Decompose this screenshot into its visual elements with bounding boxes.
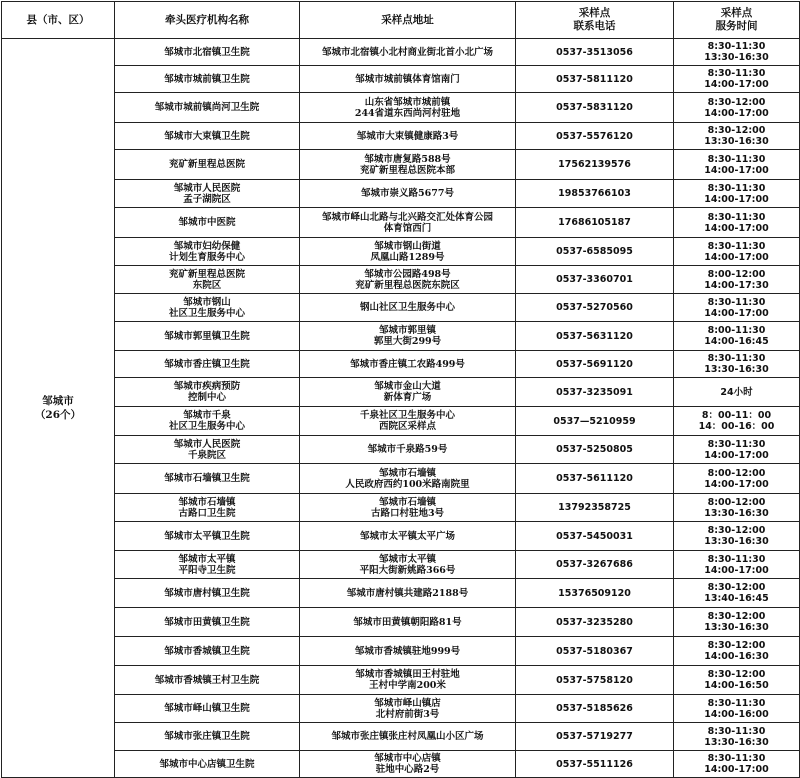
- phone-cell: [516, 351, 674, 378]
- phone-cell-text: 0537-5691120: [556, 358, 633, 370]
- address-cell: [300, 238, 516, 266]
- institution-cell-text: 邹城市人民医院 孟子湖院区: [173, 182, 241, 205]
- address-cell: [300, 66, 516, 93]
- phone-cell-text: 0537-5719277: [556, 731, 633, 742]
- phone-cell: [516, 666, 674, 695]
- table-row: [2, 751, 800, 778]
- address-cell-text: 邹城市香城镇田王村驻地 王村中学南200米: [355, 669, 460, 691]
- phone-cell: [516, 238, 674, 266]
- header-county: 县（市、区）: [2, 2, 115, 39]
- phone-cell: [516, 608, 674, 637]
- address-cell-text: 邹城市张庄镇张庄村凤凰山小区广场: [331, 731, 484, 742]
- phone-cell-text: 0537-5270560: [556, 302, 633, 313]
- address-cell-text: 邹城市峄山镇店 北村府前街3号: [374, 697, 441, 720]
- institution-cell: [115, 723, 300, 751]
- table-row: [2, 238, 800, 266]
- address-cell-text: 邹城市郭里镇 郭里大街299号: [373, 325, 442, 347]
- institution-cell-text: 邹城市太平镇 平阳寺卫生院: [178, 553, 236, 576]
- phone-cell-text: 17562139576: [558, 159, 631, 170]
- hours-cell-text: 8:30-12:00 13:40-16:45: [704, 582, 769, 604]
- address-cell-text: 钢山社区卫生服务中心: [359, 302, 455, 313]
- phone-cell: [516, 266, 674, 294]
- header-phone-text: 采样点 联系电话: [573, 7, 616, 32]
- address-cell-text: 邹城市香庄镇工农路499号: [350, 358, 465, 370]
- table-row: [2, 551, 800, 579]
- institution-cell-text: 邹城市千泉 社区卫生服务中心: [168, 410, 245, 432]
- hours-cell-text: 8:00-12:00 14:00-17:30: [704, 268, 769, 291]
- phone-cell-text: 0537—5210959: [553, 415, 636, 427]
- header-hours-text: 采样点 服务时间: [715, 7, 758, 32]
- header-institution: 牵头医疗机构名称: [115, 2, 300, 39]
- hours-cell: [674, 238, 800, 266]
- phone-cell-text: 15376509120: [558, 587, 631, 599]
- address-cell: [300, 666, 516, 695]
- address-cell-text: 邹城市石墙镇 古路口村驻地3号: [370, 496, 445, 519]
- header-hours: [674, 2, 800, 39]
- address-cell: [300, 723, 516, 751]
- phone-cell-text: 0537-3235091: [556, 386, 633, 398]
- institution-cell-text: 邹城市疾病预防 控制中心: [173, 381, 241, 403]
- institution-cell-text: 邹城市石墙镇卫生院: [164, 473, 250, 484]
- address-cell: [300, 123, 516, 150]
- county-label: 邹城市 （26个）: [34, 395, 82, 421]
- institution-cell: [115, 39, 300, 66]
- phone-cell-text: 0537-5811120: [556, 73, 633, 85]
- institution-cell: [115, 608, 300, 637]
- hours-cell: [674, 266, 800, 294]
- phone-cell: [516, 464, 674, 494]
- hours-cell-text: 8:30-12:00 14:00-16:30: [704, 640, 769, 662]
- hours-cell: [674, 723, 800, 751]
- phone-cell: [516, 93, 674, 123]
- institution-cell-text: 邹城市城前镇卫生院: [164, 73, 250, 85]
- address-cell: [300, 93, 516, 123]
- phone-cell-text: 0537-5631120: [556, 330, 633, 342]
- institution-cell-text: 邹城市石墙镇 古路口卫生院: [178, 496, 236, 519]
- phone-cell: [516, 322, 674, 351]
- institution-cell: [115, 123, 300, 150]
- institution-cell: [115, 666, 300, 695]
- hours-cell: [674, 378, 800, 407]
- table-row: [2, 180, 800, 208]
- address-cell-text: 邹城市公园路498号 兖矿新里程总医院东院区: [355, 268, 460, 291]
- hours-cell-text: 8:30-11:30 14:00-17:00: [704, 240, 769, 263]
- table-row: [2, 666, 800, 695]
- institution-cell-text: 邹城市香城镇王村卫生院: [154, 674, 260, 686]
- address-cell: [300, 150, 516, 180]
- phone-cell: [516, 494, 674, 522]
- header-phone: [516, 2, 674, 39]
- address-cell: [300, 637, 516, 666]
- institution-cell: [115, 695, 300, 723]
- institution-cell: [115, 294, 300, 322]
- phone-cell: [516, 208, 674, 238]
- address-cell: [300, 579, 516, 608]
- hours-cell: [674, 123, 800, 150]
- institution-cell: [115, 436, 300, 464]
- phone-cell-text: 0537-5511126: [556, 758, 633, 770]
- address-cell-text: 邹城市田黄镇朝阳路81号: [353, 616, 462, 628]
- phone-cell-text: 0537-3267686: [556, 559, 633, 570]
- hours-cell-text: 8:30-11:30 13:30-16:30: [704, 725, 769, 748]
- institution-cell-text: 邹城市峄山镇卫生院: [164, 703, 250, 714]
- table-row: [2, 66, 800, 93]
- hours-cell-text: 8:30-12:00 14:00-16:50: [704, 669, 769, 691]
- hours-cell-text: 8:00-12:00 14:00-17:00: [704, 467, 769, 490]
- hours-cell-text: 8:30-12:00 13:30-16:30: [704, 525, 769, 547]
- phone-cell: [516, 39, 674, 66]
- address-cell-text: 邹城市北宿镇小北村商业街北首小北广场: [321, 46, 493, 58]
- hours-cell: [674, 551, 800, 579]
- hours-cell: [674, 208, 800, 238]
- hours-cell-text: 8:30-11:30 14:00-17:00: [704, 153, 769, 176]
- institution-cell: [115, 208, 300, 238]
- phone-cell-text: 0537-5250805: [556, 444, 633, 455]
- address-cell-text: 邹城市钢山街道 凤凰山路1289号: [370, 240, 445, 263]
- hours-cell: [674, 322, 800, 351]
- institution-cell: [115, 93, 300, 123]
- hours-cell-text: 8:30-12:00 13:30-16:30: [704, 125, 769, 147]
- hours-cell: [674, 93, 800, 123]
- institution-cell: [115, 378, 300, 407]
- table-row: [2, 464, 800, 494]
- institution-cell-text: 兖矿新里程总医院 东院区: [168, 268, 245, 291]
- hours-cell: [674, 464, 800, 494]
- institution-cell: [115, 322, 300, 351]
- address-cell-text: 邹城市太平镇 平阳大街新姚路366号: [359, 553, 456, 576]
- table-row: [2, 351, 800, 378]
- address-cell: [300, 378, 516, 407]
- hours-cell: [674, 579, 800, 608]
- address-cell: [300, 522, 516, 551]
- table-row: [2, 93, 800, 123]
- phone-cell-text: 19853766103: [558, 188, 631, 199]
- table-row: [2, 407, 800, 436]
- table-row: [2, 723, 800, 751]
- hours-cell-text: 8:30-11:30 14:00-17:00: [704, 753, 769, 775]
- hours-cell: [674, 666, 800, 695]
- institution-cell-text: 邹城市香庄镇卫生院: [164, 358, 250, 370]
- institution-cell-text: 邹城市北宿镇卫生院: [164, 46, 250, 58]
- address-cell: [300, 39, 516, 66]
- hours-cell-text: 8：00-11：00 14：00-16：00: [698, 410, 775, 432]
- address-cell: [300, 407, 516, 436]
- hours-cell-text: 8:30-11:30 14:00-17:00: [704, 211, 769, 234]
- address-cell: [300, 294, 516, 322]
- table-row: [2, 608, 800, 637]
- institution-cell-text: 邹城市妇幼保健 计划生育服务中心: [168, 240, 245, 263]
- address-cell-text: 邹城市太平镇太平广场: [359, 530, 455, 542]
- phone-cell: [516, 180, 674, 208]
- institution-cell-text: 邹城市张庄镇卫生院: [164, 731, 250, 742]
- institution-cell-text: 邹城市城前镇尚河卫生院: [154, 102, 260, 113]
- county-cell: [2, 39, 115, 778]
- phone-cell: [516, 695, 674, 723]
- institution-cell: [115, 637, 300, 666]
- table-row: [2, 150, 800, 180]
- institution-cell-text: 邹城市大束镇卫生院: [164, 130, 250, 142]
- institution-cell: [115, 238, 300, 266]
- phone-cell: [516, 723, 674, 751]
- table-row: [2, 123, 800, 150]
- hours-cell-text: 8:30-11:30 14:00-17:00: [704, 182, 769, 205]
- address-cell: [300, 322, 516, 351]
- phone-cell-text: 0537-5831120: [556, 102, 633, 113]
- hours-cell-text: 8:30-11:30 14:00-17:00: [704, 68, 769, 90]
- address-cell: [300, 436, 516, 464]
- hours-cell: [674, 695, 800, 723]
- institution-cell: [115, 150, 300, 180]
- table-row: [2, 436, 800, 464]
- table-row: [2, 39, 800, 66]
- phone-cell-text: 0537-3360701: [556, 274, 633, 285]
- phone-cell: [516, 378, 674, 407]
- institution-cell: [115, 551, 300, 579]
- phone-cell: [516, 150, 674, 180]
- hours-cell: [674, 407, 800, 436]
- phone-cell: [516, 294, 674, 322]
- address-cell-text: 邹城市唐村镇共建路2188号: [346, 587, 469, 599]
- institution-cell-text: 邹城市人民医院 千泉院区: [173, 438, 241, 461]
- institution-cell: [115, 579, 300, 608]
- phone-cell: [516, 123, 674, 150]
- address-cell-text: 邹城市城前镇体育馆南门: [355, 73, 460, 85]
- phone-cell: [516, 66, 674, 93]
- phone-cell-text: 0537-5185626: [556, 703, 633, 714]
- institution-cell-text: 邹城市田黄镇卫生院: [164, 616, 250, 628]
- hours-cell-text: 8:30-12:00 13:30-16:30: [704, 611, 769, 633]
- address-cell: [300, 751, 516, 778]
- institution-cell: [115, 464, 300, 494]
- table-row: [2, 695, 800, 723]
- header-row: [2, 2, 800, 39]
- address-cell-text: 邹城市金山大道 新体育广场: [374, 381, 441, 403]
- hours-cell-text: 8:30-11:30 14:00-17:00: [704, 553, 769, 576]
- hours-cell: [674, 608, 800, 637]
- address-cell-text: 邹城市大束镇健康路3号: [356, 130, 459, 142]
- table-body: [2, 39, 800, 778]
- sampling-points-table: [1, 1, 800, 778]
- hours-cell: [674, 637, 800, 666]
- hours-cell-text: 8:30-11:30 13:30-16:30: [704, 353, 769, 375]
- address-cell-text: 邹城市崇义路5677号: [361, 188, 454, 199]
- table-row: [2, 294, 800, 322]
- phone-cell-text: 0537-5758120: [556, 674, 633, 686]
- institution-cell-text: 邹城市唐村镇卫生院: [164, 587, 250, 599]
- address-cell: [300, 208, 516, 238]
- phone-cell-text: 13792358725: [558, 502, 631, 513]
- hours-cell: [674, 294, 800, 322]
- phone-cell-text: 0537-3235280: [556, 616, 633, 628]
- hours-cell-text: 8:30-12:00 14:00-17:00: [704, 96, 769, 119]
- table-row: [2, 208, 800, 238]
- institution-cell: [115, 522, 300, 551]
- hours-cell-text: 24小时: [720, 386, 753, 398]
- table-row: [2, 637, 800, 666]
- address-cell-text: 邹城市峄山北路与北兴路交汇处体育公园 体育馆西门: [321, 211, 493, 234]
- address-cell-text: 邹城市千泉路59号: [367, 444, 448, 455]
- phone-cell-text: 0537-5611120: [556, 473, 633, 484]
- institution-cell-text: 邹城市中心店镇卫生院: [159, 758, 255, 770]
- hours-cell: [674, 351, 800, 378]
- table-row: [2, 266, 800, 294]
- hours-cell: [674, 751, 800, 778]
- hours-cell-text: 8:00-11:30 14:00-16:45: [704, 325, 769, 347]
- hours-cell: [674, 180, 800, 208]
- hours-cell: [674, 39, 800, 66]
- table-row: [2, 378, 800, 407]
- address-cell: [300, 180, 516, 208]
- hours-cell-text: 8:30-11:30 14:00-17:00: [704, 296, 769, 319]
- table-row: [2, 322, 800, 351]
- institution-cell: [115, 494, 300, 522]
- address-cell-text: 邹城市中心店镇 驻地中心路2号: [374, 753, 441, 775]
- hours-cell-text: 8:30-11:30 13:30-16:30: [704, 41, 769, 63]
- address-cell-text: 邹城市唐复路588号 兖矿新里程总医院本部: [359, 153, 455, 176]
- address-cell: [300, 464, 516, 494]
- hours-cell-text: 8:00-12:00 13:30-16:30: [704, 496, 769, 519]
- institution-cell: [115, 266, 300, 294]
- table-row: [2, 522, 800, 551]
- institution-cell: [115, 407, 300, 436]
- address-cell: [300, 351, 516, 378]
- phone-cell-text: 0537-5576120: [556, 130, 633, 142]
- hours-cell: [674, 494, 800, 522]
- table-row: [2, 579, 800, 608]
- address-cell-text: 山东省邹城市城前镇 244省道东西尚河村驻地: [354, 96, 461, 119]
- institution-cell-text: 邹城市香城镇卫生院: [164, 645, 250, 657]
- phone-cell: [516, 637, 674, 666]
- phone-cell-text: 0537-6585095: [556, 246, 633, 257]
- hours-cell: [674, 522, 800, 551]
- institution-cell: [115, 751, 300, 778]
- phone-cell: [516, 436, 674, 464]
- phone-cell: [516, 551, 674, 579]
- institution-cell: [115, 351, 300, 378]
- address-cell: [300, 266, 516, 294]
- institution-cell-text: 邹城市郭里镇卫生院: [164, 330, 250, 342]
- phone-cell: [516, 407, 674, 436]
- phone-cell-text: 17686105187: [558, 217, 631, 228]
- phone-cell: [516, 579, 674, 608]
- hours-cell: [674, 150, 800, 180]
- address-cell: [300, 608, 516, 637]
- table-row: [2, 494, 800, 522]
- address-cell: [300, 494, 516, 522]
- hours-cell: [674, 66, 800, 93]
- institution-cell-text: 邹城市钢山 社区卫生服务中心: [168, 296, 245, 319]
- phone-cell: [516, 751, 674, 778]
- hours-cell-text: 8:30-11:30 14:00-16:00: [704, 697, 769, 720]
- institution-cell: [115, 66, 300, 93]
- address-cell-text: 邹城市香城镇驻地999号: [354, 645, 461, 657]
- header-address: 采样点地址: [300, 2, 516, 39]
- address-cell: [300, 551, 516, 579]
- hours-cell-text: 8:30-11:30 14:00-17:00: [704, 438, 769, 461]
- address-cell-text: 邹城市石墙镇 人民政府西约100米路南院里: [345, 467, 470, 490]
- institution-cell: [115, 180, 300, 208]
- hours-cell: [674, 436, 800, 464]
- phone-cell-text: 0537-5180367: [556, 645, 633, 657]
- institution-cell-text: 兖矿新里程总医院: [168, 159, 245, 170]
- address-cell: [300, 695, 516, 723]
- phone-cell-text: 0537-5450031: [556, 530, 633, 542]
- phone-cell-text: 0537-3513056: [556, 46, 633, 58]
- address-cell-text: 千泉社区卫生服务中心 西院区采样点: [359, 410, 455, 432]
- institution-cell-text: 邹城市太平镇卫生院: [164, 530, 250, 542]
- institution-cell-text: 邹城市中医院: [178, 217, 236, 228]
- phone-cell: [516, 522, 674, 551]
